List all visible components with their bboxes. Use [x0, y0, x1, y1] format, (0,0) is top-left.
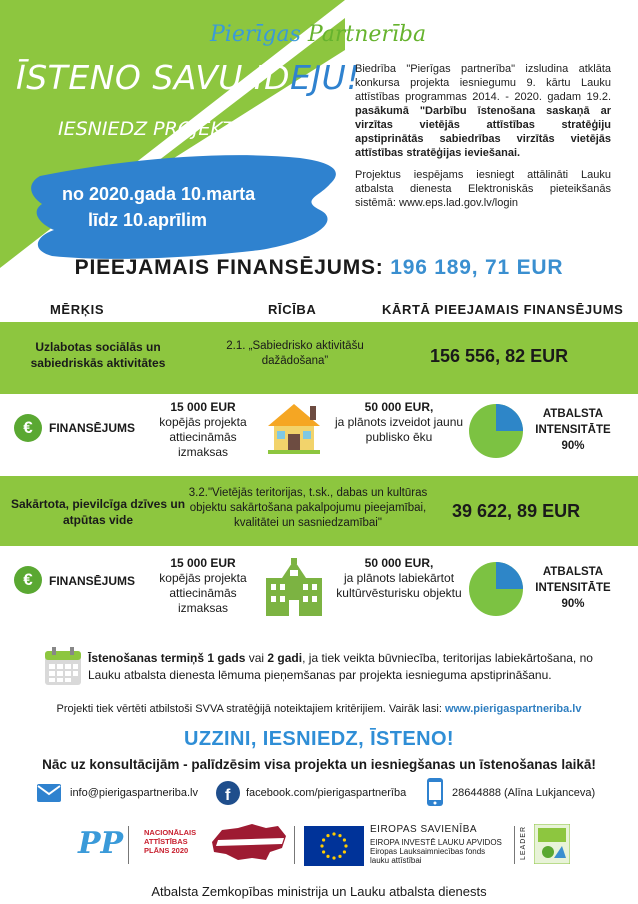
funding-title	[0, 256, 638, 280]
finance-object-2	[334, 556, 464, 601]
term-part1: Īstenošanas termiņš 1 gads	[88, 651, 246, 665]
finance-cost-1	[148, 400, 258, 460]
intro-p1-part-b: pasākumā "Darbību īstenošana saskaņā ar virzītas vietējās attīstības stratēģiju apstiprinātās sabiedrības virzītās vietējās attīstības stratēģijas ieviešanai.	[355, 105, 611, 159]
email-icon	[36, 783, 62, 803]
page-title	[16, 58, 360, 97]
eu-line-2: Eiropas Lauksaimniecības fonds	[370, 847, 486, 856]
criteria-note	[0, 703, 638, 715]
eu-line-3: lauku attīstībai	[370, 856, 422, 865]
building-icon	[262, 556, 326, 618]
eu-text	[370, 824, 510, 865]
divider	[514, 826, 515, 864]
finance-label-2: FINANSĒJUMS	[49, 574, 136, 588]
finance-cost-2	[148, 556, 258, 616]
measure-2-goal: Sakārtota, pievilcīga dzīves un atpūtas vide	[10, 497, 186, 527]
finance-cost-1-amount: 15 000 EUR	[170, 400, 236, 414]
finance-cost-2-text: kopējās projekta attiecināmās izmaksas	[159, 571, 247, 615]
nap-line-3: PLĀNS 2020	[144, 846, 189, 855]
intro-text	[355, 62, 611, 218]
brush-stroke	[31, 155, 336, 259]
contact-email[interactable]: info@pierigaspartneriba.lv	[70, 787, 198, 799]
criteria-text: Projekti tiek vērtēti atbilstoši SVVA stratēģijā noteiktajiem kritērijiem. Vairāk lasi:	[56, 703, 445, 715]
page-title-part1: ĪSTENO SAVU ID	[16, 58, 291, 97]
header	[0, 0, 638, 268]
intensity-1-label: ATBALSTA INTENSITĀTE	[535, 408, 611, 436]
page-subtitle: IESNIEDZ PROJEKTU	[58, 118, 249, 140]
term-part3: 2 gadi	[267, 651, 303, 665]
facebook-icon	[216, 781, 240, 805]
intensity-1	[528, 406, 618, 454]
column-action: RĪCĪBA	[268, 302, 317, 317]
euro-icon: €	[14, 414, 42, 442]
date-to: līdz 10.aprīlim	[88, 210, 208, 230]
nap-line-1: NACIONĀLAIS	[144, 828, 197, 837]
house-icon	[264, 400, 324, 456]
date-from: no 2020.gada 10.marta	[62, 184, 256, 204]
logo-part1: Pierīgas	[210, 22, 301, 47]
eu-title: EIROPAS SAVIENĪBA	[370, 824, 478, 835]
intensity-2-label: ATBALSTA INTENSITĀTE	[535, 566, 611, 594]
measure-2-amount: 39 622, 89 EUR	[452, 501, 581, 521]
finance-cost-1-text: kopējās projekta attiecināmās izmaksas	[159, 415, 247, 459]
measure-1-amount: 156 556, 82 EUR	[430, 346, 569, 366]
finance-object-2-text: ja plānots labiekārtot kultūrvēsturisku objektu	[336, 571, 462, 600]
eu-flag-icon	[304, 826, 364, 866]
latvia-map-icon	[208, 822, 288, 862]
logo-part2: Partnerība	[307, 22, 427, 47]
pie-slice-own	[496, 404, 523, 431]
divider	[294, 826, 295, 864]
funding-label: PIEEJAMAIS FINANSĒJUMS:	[74, 256, 384, 279]
column-goal: MĒRĶIS	[50, 302, 105, 317]
measure-1-goal: Uzlabotas sociālās un sabiedriskās aktivitātes	[30, 340, 166, 370]
logo	[210, 22, 426, 47]
contact-phone[interactable]	[452, 787, 595, 799]
euro-icon: €	[14, 566, 42, 594]
contact-facebook[interactable]: facebook.com/pierigaspartnerība	[246, 787, 407, 799]
measure-2-action: 3.2."Vietējās teritorijas, t.sk., dabas un kultūras objektu sakārtošana pakalpojumu pieejamībai, kvalitātei un sasniedzamībai"	[188, 487, 428, 529]
svg-text:f: f	[225, 787, 231, 804]
finance-object-1-amount: 50 000 EUR,	[364, 400, 434, 414]
pp-logo	[78, 824, 124, 868]
term-part4: , ja tiek veikta būvniecība, teritorijas labiekārtošana, no Lauku atbalsta dienesta lēmuma pieņemšanas par projekta iesnieguma apstiprināšanu.	[88, 651, 593, 682]
finance-object-1	[334, 400, 464, 445]
leader-logo-icon	[534, 824, 570, 864]
finance-object-2-amount: 50 000 EUR,	[364, 556, 434, 570]
nap-line-2: ATTĪSTĪBAS	[144, 837, 188, 846]
finance-cost-2-amount: 15 000 EUR	[170, 556, 236, 570]
finance-label-1: FINANSĒJUMS	[49, 421, 136, 435]
intensity-2-value: 90%	[561, 598, 585, 610]
intensity-1-value: 90%	[561, 440, 585, 452]
term-part2: vai	[245, 651, 268, 665]
column-available: KĀRTĀ PIEEJAMAIS FINANSĒJUMS	[382, 302, 624, 317]
pie-slice-own	[496, 562, 523, 589]
phone-icon	[426, 777, 444, 807]
page-title-part2: EJU!	[290, 58, 361, 97]
measure-1-action: 2.1. „Sabiedrisko aktivitāšu dažādošana”	[226, 340, 364, 367]
footer: Atbalsta Zemkopības ministrija un Lauku atbalsta dienests	[151, 884, 487, 899]
consultation-note: Nāc uz konsultācijām - palīdzēsim visa projekta un iesniegšanas un īstenošanas laikā!	[42, 757, 596, 772]
intro-paragraph-2: Projektus iespējams iesniegt attālināti Lauku atbalsta dienesta Elektroniskās pieteikšanās sistēmā: www.eps.lad.gov.lv/login	[355, 169, 611, 209]
calendar-icon	[44, 646, 82, 686]
contact-phone-name: (Alīna Lukjanceva)	[504, 787, 596, 799]
divider	[128, 826, 129, 864]
finance-object-1-text: ja plānots izveidot jaunu publisko ēku	[334, 415, 464, 444]
pp-logo-mark: PP	[78, 826, 124, 861]
implementation-term	[88, 650, 608, 684]
website-link[interactable]: www.pierigaspartneriba.lv	[444, 703, 582, 715]
funding-amount: 196 189, 71 EUR	[390, 256, 564, 279]
intro-paragraph-1	[355, 62, 611, 160]
intensity-2	[528, 564, 618, 612]
leader-text: LEADER	[520, 826, 527, 861]
contact-phone-number: 28644888	[452, 787, 501, 799]
call-to-action: UZZINI, IESNIEDZ, ĪSTENO!	[183, 728, 454, 750]
eu-line-1: EIROPA INVESTĒ LAUKU APVIDOS	[370, 838, 502, 847]
intensity-pie-2	[468, 561, 524, 617]
intensity-pie-1	[468, 403, 524, 459]
nap-2020-logo	[144, 828, 196, 855]
intro-p1-part-a: Biedrība "Pierīgas partnerība" izsludina atklāta konkursa projekta iesniegumu 9. kārtu Lauku attīstības programmas 2014. - 2020. gadam 19.2.	[355, 63, 611, 103]
